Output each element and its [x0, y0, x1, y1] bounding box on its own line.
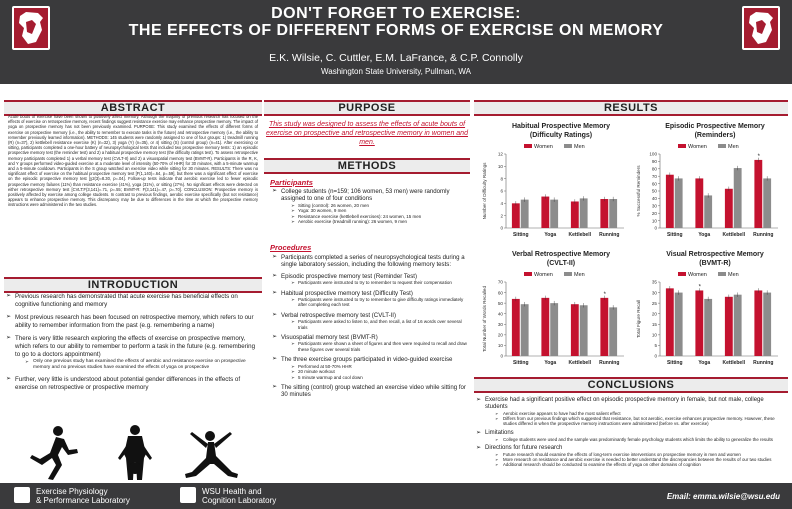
legend-label: Men — [728, 144, 739, 150]
legend-label: Men — [574, 144, 585, 150]
y-tick-label: 10 — [651, 332, 657, 338]
bar-women — [512, 299, 520, 356]
bar-men — [521, 200, 529, 228]
bar-men — [734, 168, 742, 228]
bar-men — [763, 293, 771, 356]
bar-women — [695, 178, 703, 228]
procedures-bullet: ➢ The sitting (control) group watched an exercise video while sitting for 30 minutes — [272, 384, 468, 399]
procedures-sub-bullet: ➢ 5 minute warmup and cool down — [281, 375, 468, 380]
x-tick-label: Kettlebell — [722, 360, 746, 366]
procedures-bullet: ➢ Visuospatial memory test (BVMT-R) ➢ Participants were shown a sheet of figures and then were required to recall and draw these figures over several trials — [272, 334, 468, 352]
introduction-bullet: ➢ Previous research has demonstrated that acute exercise has beneficial effects on cognitive functioning and memory — [6, 293, 258, 308]
procedures-sub-bullet: ➢ 20 minute workout — [281, 369, 468, 374]
procedures-sub-bullet: ➢ Participants were instructed to try to remember to give difficulty ratings immediately after completing each test — [281, 297, 468, 308]
y-tick-label: 2 — [500, 213, 503, 219]
x-tick-label: Kettlebell — [568, 232, 592, 238]
episodic-prospective-chart — [632, 120, 782, 249]
y-tick-label: 0 — [500, 225, 503, 231]
participants-sub-bullet: ➢ Resistance exercise (kettlebell exercises): 24 women, 15 men — [281, 214, 468, 219]
poster-footer — [0, 483, 792, 509]
y-tick-label: 50 — [651, 188, 657, 194]
lab2-line1: WSU Health and — [202, 487, 262, 496]
chart-svg — [632, 248, 782, 372]
chart-svg — [478, 248, 628, 372]
legend-swatch — [564, 144, 572, 148]
conclusions-sub-bullet: ➢ College students were used and the sample was predominantly female psychology students which limits the ability to generalize the results — [485, 437, 786, 442]
participants-sub-bullet: ➢ Yoga: 30 women, 9 men — [281, 208, 468, 213]
x-tick-label: Running — [599, 360, 620, 366]
y-tick-label: 0 — [654, 353, 657, 359]
chart-svg — [478, 120, 628, 244]
y-tick-label: 60 — [651, 181, 657, 187]
bar-women — [541, 298, 549, 356]
bar-women — [600, 199, 608, 228]
bar-men — [580, 305, 588, 356]
conclusions-sub-bullet: ➢ More research on resistance and aerobic exercise is needed to better understand the discrepancies between the results of our two studies — [485, 457, 786, 462]
significance-asterisk: * — [698, 284, 701, 291]
y-tick-label: 80 — [651, 166, 657, 172]
introduction-bullet: ➢ Most previous research has been focused on retrospective memory, which refers to our ability to remember information from the past (e.g. remembering a name) — [6, 314, 258, 329]
bar-women — [725, 297, 733, 356]
lab1-line1: Exercise Physiology — [36, 487, 108, 496]
bar-women — [754, 290, 762, 356]
habitual-prospective-chart — [478, 120, 628, 249]
y-tick-label: 10 — [497, 164, 503, 170]
y-tick-label: 4 — [500, 201, 503, 207]
legend-label: Men — [574, 272, 585, 278]
chart-title-line2: (Reminders) — [694, 132, 736, 139]
significance-asterisk: * — [603, 291, 606, 298]
procedures-sub-bullet: ➢ Participants were asked to listen to, and then recall, a list of 16 words over several trials — [281, 319, 468, 330]
bar-men — [675, 293, 683, 356]
poster-header — [0, 0, 792, 84]
conclusions-bullet: ➢ Exercise had a significant positive effect on episodic prospective memory in female, but not male, college students ➢ Aerobic exercise appears to have had the most salient effect ➢ Differs from our previous findings which suggested that resistance, but not aerobic, exercise enhances prospective memory. However, these studies differed in when the prospective memory instructions were administered (before vs. after exercise) — [476, 397, 786, 427]
legend-swatch — [678, 144, 686, 148]
wsu-cougar-logo-icon — [742, 6, 780, 50]
x-tick-label: Sitting — [512, 360, 529, 366]
participants-sub-bullet: ➢ Sitting (control): 26 women, 20 men — [281, 203, 468, 208]
bar-men — [550, 303, 558, 356]
purpose-text: This study was designed to assess the effects of acute bouts of exercise on prospective and retrospective memory in women and men. — [266, 121, 468, 146]
conclusions-bullet: ➢ Limitations ➢ College students were used and the sample was predominantly female psychology students which limits the ability to generalize the results — [476, 430, 786, 442]
x-tick-label: Yoga — [698, 232, 711, 238]
yoga-silhouette-icon — [180, 428, 242, 480]
legend-swatch — [718, 144, 726, 148]
runner-silhouette-icon — [22, 425, 84, 481]
introduction-bullet: ➢ There is very little research exploring the effects of exercise on prospective memory, which refers to our ability to remember to perform a task in the future (e.g. remembering to go to a doctors appointment) ➢ Only one previous study has examined the effects of aerobic and resistance exercise on prospective memory and no previous studies have examined the effects of yoga on prospective — [6, 335, 258, 370]
legend-label: Women — [688, 144, 707, 150]
bar-men — [580, 198, 588, 228]
bar-women — [512, 203, 520, 228]
wsu-cougar-logo-icon — [180, 487, 196, 503]
x-tick-label: Yoga — [544, 360, 557, 366]
legend-swatch — [524, 144, 532, 148]
y-tick-label: 8 — [500, 176, 503, 182]
chart-title-line1: Verbal Retrospective Memory — [511, 251, 611, 258]
introduction-list — [6, 293, 258, 398]
x-tick-label: Sitting — [666, 232, 683, 238]
conclusions-bullet: ➢ Directions for future research ➢ Future research should examine the effects of long-term exercise interventions on prospective memory in men and women ➢ More research on resistance and aerobic exercise is needed to better understand the discrepancies between the results of our two studies ➢ Additional research should be conducted to examine the effects of yoga on other domains of cognition — [476, 445, 786, 468]
x-tick-label: Yoga — [544, 232, 557, 238]
y-tick-label: 20 — [497, 332, 503, 338]
bar-women — [666, 175, 674, 228]
procedures-sub-bullet: ➢ Performed at 50-70% HHR — [281, 364, 468, 369]
bar-women — [754, 160, 762, 228]
y-tick-label: 60 — [497, 290, 503, 296]
procedures-bullet: ➢ Habitual prospective memory test (Difficulty Test) ➢ Participants were instructed to try to remember to give difficulty ratings immediately after completing each test — [272, 290, 468, 308]
y-tick-label: 20 — [651, 311, 657, 317]
y-tick-label: 0 — [654, 225, 657, 231]
y-axis-label: Total Number of Words Recalled — [482, 285, 487, 353]
bar-women — [541, 197, 549, 228]
purpose-heading: PURPOSE — [264, 100, 470, 116]
conclusions-sub-bullet: ➢ Aerobic exercise appears to have had the most salient effect — [485, 411, 786, 416]
legend-label: Women — [534, 144, 553, 150]
y-axis-label: Number of Difficulty Ratings — [482, 162, 487, 220]
y-tick-label: 40 — [497, 311, 503, 317]
legend-swatch — [678, 272, 686, 276]
chart-title-line1: Visual Retrospective Memory — [666, 251, 764, 258]
conclusions-sub-bullet: ➢ Future research should examine the effects of long-term exercise interventions on prospective memory in men and women — [485, 452, 786, 457]
y-tick-label: 100 — [649, 151, 657, 157]
procedures-list — [272, 254, 468, 403]
procedures-bullet: ➢ The three exercise groups participated in video-guided exercise ➢ Performed at 50-70% HHR ➢ 20 minute workout ➢ 5 minute warmup and cool down — [272, 356, 468, 380]
y-tick-label: 30 — [497, 321, 503, 327]
x-tick-label: Running — [753, 360, 774, 366]
y-tick-label: 25 — [651, 300, 657, 306]
abstract-heading: ABSTRACT — [4, 100, 262, 116]
procedures-heading: Procedures — [270, 243, 312, 252]
procedures-bullet: ➢ Verbal retrospective memory test (CVLT-II) ➢ Participants were asked to listen to, and then recall, a list of 16 words over several trials — [272, 312, 468, 330]
bar-women — [725, 189, 733, 228]
methods-heading: METHODS — [264, 158, 470, 174]
bar-women — [666, 288, 674, 356]
y-tick-label: 70 — [497, 279, 503, 285]
legend-swatch — [564, 272, 572, 276]
visual-retrospective-chart — [632, 248, 782, 377]
kettlebell-silhouette-icon — [110, 424, 160, 482]
introduction-bullet: ➢ Further, very little is understood about potential gender differences in the effects of exercise on retrospective or prospective memory — [6, 376, 258, 391]
x-tick-label: Running — [599, 232, 620, 238]
participants-list — [272, 188, 468, 228]
abstract-text: Acute bouts of exercise have been shown to positively affect memory. Although the majority of previous research has focused on the effects of exercise on retrospective memory, recent findings suggest resistance exercise may enhance prospective memory. The impact of yoga on prospective memory has not been previously examined. PURPOSE: This study examined the effects of different forms of exercise on prospective memory (i.e., the ability to remember to execute tasks in the future) and retrospective memory (i.e., the ability to remember previously learned information). METHODS: 145 students were randomly assigned to one of four groups: 1) treadmill running (R) (n=37), 2) kettlebell resistance exercise (K) (n=32), 3) yoga (Y) (n=35), or 4) sitting (S) (control group) (n=41). After exercising or sitting, participants completed a one-hour battery of neuropsychological tests that included two prospective memory tests: 1) an episodic prospective memory test (the reminder test) and 2) a habitual prospective memory test (the difficulty ratings test). To assess retrospective memory participants completed 1) a verbal memory test (CVLT-II) and 2) a visuospatial memory test (BVMT-R). Participants in the R, K, and Y groups performed video-guided exercise at a moderate level of intensity (50-70% of HHR) for 30 minutes, with a 5-minute warmup and a 5-minute cooldown. Participants in the S group watched an exercise video while sitting for 30 minutes. RESULTS: There was no significant effect of exercise on the habitual prospective memory test [F(1,140)=.64, p=.59], but there was a significant effect of exercise on the episodic prospective memory test [χ2(3)=8.30, p=.04]. Follow-up tests indicate that aerobic exercise led to fewer episodic prospective memory failures (11%) than resistance exercise (41%), yoga (31%), or sitting (27%). No significant effects were detected on either retrospective memory test [CVLT:F(3,141)=.71, p=.55; BVMT-R: F(3,141)=.47, p=.70]. CONCLUSION: Prospective memory is positively affected by exercise among college students. In contrast to previous findings, aerobic exercise specifically (but not resistance) appears to enhance prospective memory. This discrepancy may be due to differences in the time at which the prospective memory instructions were administered in the two studies. — [8, 114, 258, 208]
conclusions-sub-bullet: ➢ Additional research should be conducted to examine the effects of yoga on other domains of cognition — [485, 462, 786, 467]
y-tick-label: 5 — [654, 343, 657, 349]
chart-svg — [632, 120, 782, 244]
legend-label: Women — [534, 272, 553, 278]
bar-women — [600, 298, 608, 356]
procedures-bullet: ➢ Participants completed a series of neuropsychological tests during a single laboratory session, including the following memory tests: — [272, 254, 468, 269]
contact-email[interactable]: Email: emma.wilsie@wsu.edu — [666, 492, 780, 501]
affiliation: Washington State University, Pullman, WA — [321, 67, 471, 76]
bar-men — [704, 195, 712, 228]
y-tick-label: 35 — [651, 279, 657, 285]
bar-women — [571, 304, 579, 356]
bar-men — [734, 295, 742, 356]
authors: E.K. Wilsie, C. Cuttler, E.M. LaFrance, & C.P. Connolly — [269, 52, 523, 64]
x-tick-label: Running — [753, 232, 774, 238]
poster-title-line1: DON'T FORGET TO EXERCISE: — [271, 5, 521, 22]
y-axis-label: % Successful Reminders — [636, 165, 641, 217]
procedures-bullet: ➢ Episodic prospective memory test (Reminder Test) ➢ Participants were instructed to try to remember to request their compensation — [272, 273, 468, 286]
y-tick-label: 15 — [651, 321, 657, 327]
bar-men — [609, 199, 617, 228]
procedures-sub-bullet: ➢ Participants were shown a sheet of figures and then were required to recall and draw these figures over several trials — [281, 341, 468, 352]
bar-men — [675, 178, 683, 228]
wsu-cougar-logo-icon — [12, 6, 50, 50]
bar-men — [609, 307, 617, 356]
y-tick-label: 50 — [497, 300, 503, 306]
participants-heading: Participants — [270, 178, 313, 187]
chart-title-line1: Habitual Prospective Memory — [511, 123, 611, 130]
legend-swatch — [718, 272, 726, 276]
poster-title-line2: THE EFFECTS OF DIFFERENT FORMS OF EXERCISE ON MEMORY — [128, 22, 664, 39]
wsu-cougar-logo-icon — [14, 487, 30, 503]
conclusions-list — [476, 394, 786, 467]
bar-men — [550, 200, 558, 228]
lab1-line2: & Performance Laboratory — [36, 496, 130, 505]
y-tick-label: 10 — [651, 218, 657, 224]
y-tick-label: 12 — [497, 151, 503, 157]
x-tick-label: Yoga — [698, 360, 711, 366]
participants-sub-bullet: ➢ Aerobic exercise (treadmill running): 26 women, 9 men — [281, 219, 468, 224]
significance-asterisk: * — [757, 153, 760, 160]
conclusions-heading: CONCLUSIONS — [474, 377, 788, 393]
chart-title-line2: (CVLT-II) — [546, 260, 576, 267]
introduction-sub-bullet: ➢ Only one previous study has examined the effects of aerobic and resistance exercise on prospective memory and no previous studies have examined the effects of yoga on prospective — [15, 359, 258, 370]
chart-title-line1: Episodic Prospective Memory — [665, 123, 765, 130]
introduction-heading: INTRODUCTION — [4, 277, 262, 293]
y-tick-label: 40 — [651, 196, 657, 202]
x-tick-label: Sitting — [666, 360, 683, 366]
x-tick-label: Kettlebell — [722, 232, 746, 238]
y-tick-label: 20 — [651, 210, 657, 216]
y-tick-label: 6 — [500, 188, 503, 194]
results-heading: RESULTS — [474, 100, 788, 116]
legend-label: Men — [728, 272, 739, 278]
x-tick-label: Kettlebell — [568, 360, 592, 366]
y-tick-label: 30 — [651, 203, 657, 209]
bar-women — [695, 290, 703, 356]
x-tick-label: Sitting — [512, 232, 529, 238]
participants-bullet: ➢ College students (n=159; 106 women, 53 men) were randomly assigned to one of four conditions ➢ Sitting (control): 26 women, 20 men ➢ Yoga: 30 women, 9 men ➢ Resistance exercise (kettlebell exercises): 24 women, 15 men ➢ Aerobic exercise (treadmill running): 26 women, 9 men — [272, 188, 468, 224]
legend-label: Women — [688, 272, 707, 278]
bar-men — [521, 304, 529, 356]
verbal-retrospective-chart — [478, 248, 628, 377]
legend-swatch — [524, 272, 532, 276]
y-tick-label: 90 — [651, 159, 657, 165]
y-axis-label: Total Figure Recall — [636, 299, 641, 339]
bar-men — [704, 299, 712, 356]
chart-title-line2: (BVMT-R) — [699, 260, 731, 267]
conclusions-sub-bullet: ➢ Differs from our previous findings which suggested that resistance, but not aerobic, exercise enhances prospective memory. However, these studies differed in when the prospective memory instructions were administered (before vs. after exercise) — [485, 416, 786, 426]
y-tick-label: 70 — [651, 173, 657, 179]
lab2-line2: Cognition Laboratory — [202, 496, 277, 505]
y-tick-label: 10 — [497, 343, 503, 349]
bar-men — [763, 178, 771, 228]
bar-women — [571, 201, 579, 228]
y-tick-label: 30 — [651, 290, 657, 296]
y-tick-label: 0 — [500, 353, 503, 359]
chart-title-line2: (Difficulty Ratings) — [529, 132, 593, 139]
procedures-sub-bullet: ➢ Participants were instructed to try to remember to request their compensation — [281, 280, 468, 285]
